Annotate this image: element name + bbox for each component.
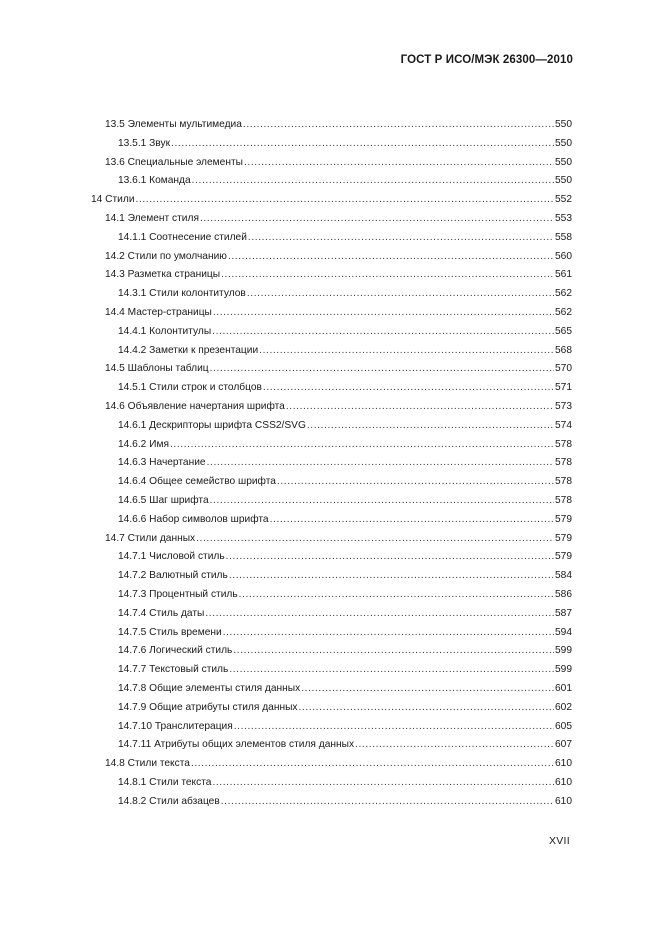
toc-entry-title: 14.8.1 Стили текста [118,776,212,788]
toc-entry [0,436,572,455]
toc-entry [0,379,572,398]
toc-entry-page: 574 [555,419,572,431]
toc-entry [0,229,572,248]
toc-entry-page: 578 [555,457,572,469]
toc-entry-page: 562 [555,288,572,300]
toc-entry [0,248,572,267]
toc-entry-title: 14.4 Мастер-страницы [105,306,212,318]
toc-entry-title: 14.3.1 Стили колонтитулов [118,288,246,300]
toc-entry-title: 14.7.5 Стиль времени [118,626,222,638]
toc-entry-page: 573 [555,400,572,412]
toc-dot-leader [191,755,554,774]
toc-entry-page: 560 [555,250,572,262]
toc-entry [0,774,572,793]
toc-dot-leader [270,511,554,530]
toc-dot-leader [205,605,554,624]
toc-entry-page: 587 [555,607,572,619]
toc-entry-title: 14.6.1 Дескрипторы шрифта CSS2/SVG [118,419,306,431]
toc-entry-page: 565 [555,325,572,337]
toc-entry [0,624,572,643]
toc-dot-leader [243,116,554,135]
toc-dot-leader [212,774,554,793]
toc-entry-title: 13.6.1 Команда [118,175,191,187]
toc-entry-page: 605 [555,720,572,732]
toc-entry [0,172,572,191]
toc-dot-leader [223,624,554,643]
toc-entry [0,473,572,492]
toc-dot-leader [244,154,554,173]
toc-dot-leader [170,436,554,455]
toc-dot-leader [192,172,554,191]
toc-entry-page: 607 [555,739,572,751]
toc-entry-title: 14.6.5 Шаг шрифта [118,494,209,506]
toc-entry-page: 584 [555,570,572,582]
toc-dot-leader [200,210,554,229]
toc-entry-title: 14.8.2 Стили абзацев [118,795,220,807]
toc-entry-title: 14.1.1 Соотнесение стилей [118,231,247,243]
toc-dot-leader [234,718,554,737]
toc-entry [0,548,572,567]
toc-entry [0,511,572,530]
toc-entry [0,718,572,737]
toc-entry-title: 14.6.4 Общее семейство шрифта [118,476,276,488]
toc-dot-leader [233,642,554,661]
toc-entry [0,755,572,774]
page-number: XVII [548,835,570,847]
toc-entry [0,699,572,718]
toc-entry [0,342,572,361]
toc-dot-leader [207,454,554,473]
toc-dot-leader [171,135,554,154]
toc-entry-title: 14.7.4 Стиль даты [118,607,205,619]
toc-entry [0,266,572,285]
toc-entry [0,454,572,473]
toc-entry-page: 610 [555,758,572,770]
toc-dot-leader [248,229,554,248]
toc-entry-page: 601 [555,682,572,694]
toc-entry-page: 599 [555,645,572,657]
toc-entry-title: 13.5 Элементы мультимедиа [105,119,242,130]
toc-dot-leader [286,398,554,417]
toc-entry-page: 550 [555,137,572,149]
toc-dot-leader [307,417,554,436]
toc-dot-leader [239,586,554,605]
toc-dot-leader [263,379,554,398]
toc-entry [0,116,572,135]
toc-entry [0,210,572,229]
toc-entry-title: 14.7.11 Атрибуты общих элементов стиля данных [118,739,355,751]
toc-dot-leader [277,473,554,492]
toc-entry-title: 13.5.1 Звук [118,137,171,149]
toc-dot-leader [229,567,554,586]
toc-dot-leader [259,342,554,361]
toc-entry-page: 578 [555,438,572,450]
toc-entry-page: 599 [555,664,572,676]
toc-entry [0,530,572,549]
toc-dot-leader [210,492,554,511]
toc-dot-leader [210,360,554,379]
toc-entry-title: 14.7.7 Текстовый стиль [118,664,229,676]
toc-entry-page: 568 [555,344,572,356]
toc-entry-title: 14.7.3 Процентный стиль [118,588,238,600]
toc-entry-page: 562 [555,306,572,318]
toc-dot-leader [196,530,554,549]
toc-entry-title: 14.7 Стили данных [105,532,196,544]
toc-dot-leader [221,266,554,285]
toc-entry-page: 594 [555,626,572,638]
toc-entry [0,492,572,511]
toc-entry [0,360,572,379]
toc-entry-title: 14.4.2 Заметки к презентации [118,344,259,356]
toc-entry-title: 13.6 Специальные элементы [105,156,243,168]
toc-dot-leader [213,304,554,323]
toc-dot-leader [212,323,554,342]
toc-entry [0,661,572,680]
toc-entry-page: 579 [555,513,572,525]
toc-entry-page: 578 [555,494,572,506]
toc-entry [0,323,572,342]
toc-entry-page: 571 [555,382,572,394]
toc-entry-title: 14.6.3 Начертание [118,457,206,469]
toc-dot-leader [136,191,554,210]
toc-entry-page: 570 [555,363,572,375]
toc-entry [0,567,572,586]
toc-entry-page: 552 [555,194,572,206]
toc-entry [0,135,572,154]
toc-entry [0,736,572,755]
toc-entry-page: 550 [555,156,572,168]
toc-dot-leader [247,285,554,304]
toc-dot-leader [228,248,554,267]
table-of-contents [0,116,661,811]
toc-entry-page: 602 [555,701,572,713]
toc-entry [0,285,572,304]
toc-entry-title: 14 Стили [91,194,135,206]
toc-dot-leader [299,699,555,718]
toc-entry-page: 550 [555,175,572,187]
toc-entry-title: 14.5 Шаблоны таблиц [105,363,209,375]
toc-entry-title: 14.7.2 Валютный стиль [118,570,228,582]
toc-dot-leader [301,680,554,699]
toc-entry-title: 14.7.9 Общие атрибуты стиля данных [118,701,298,713]
document-header: ГОСТ Р ИСО/МЭК 26300—2010 [400,54,573,66]
toc-entry-page: 558 [555,231,572,243]
toc-entry-title: 14.6.2 Имя [118,438,169,450]
toc-entry-page: 561 [555,269,572,281]
toc-entry [0,793,572,812]
toc-dot-leader [355,736,554,755]
toc-dot-leader [226,548,554,567]
toc-entry-title: 14.7.10 Транслитерация [118,720,233,732]
toc-dot-leader [221,793,554,812]
toc-entry-title: 14.2 Стили по умолчанию [105,250,227,262]
toc-entry-title: 14.8 Стили текста [105,758,190,770]
toc-entry-page: 586 [555,588,572,600]
toc-entry-title: 14.1 Элемент стиля [105,212,199,224]
toc-entry [0,642,572,661]
toc-entry [0,154,572,173]
toc-entry-title: 14.6.6 Набор символов шрифта [118,513,269,525]
toc-entry-page: 579 [555,532,572,544]
toc-dot-leader [229,661,554,680]
toc-entry [0,304,572,323]
toc-entry-title: 14.7.1 Числовой стиль [118,551,225,563]
toc-entry-title: 14.7.8 Общие элементы стиля данных [118,682,301,694]
toc-entry-title: 14.5.1 Стили строк и столбцов [118,382,262,394]
toc-entry [0,191,572,210]
toc-entry [0,680,572,699]
toc-entry-page: 610 [555,795,572,807]
toc-entry [0,605,572,624]
toc-entry-page: 553 [555,212,572,224]
toc-entry-page: 578 [555,476,572,488]
toc-entry-title: 14.7.6 Логический стиль [118,645,233,657]
toc-entry [0,586,572,605]
toc-entry [0,417,572,436]
toc-entry-page: 610 [555,776,572,788]
toc-entry-page: 550 [555,119,572,130]
toc-entry-title: 14.3 Разметка страницы [105,269,221,281]
toc-entry-page: 579 [555,551,572,563]
toc-entry-title: 14.4.1 Колонтитулы [118,325,212,337]
toc-entry-title: 14.6 Объявление начертания шрифта [105,400,285,412]
toc-entry [0,398,572,417]
